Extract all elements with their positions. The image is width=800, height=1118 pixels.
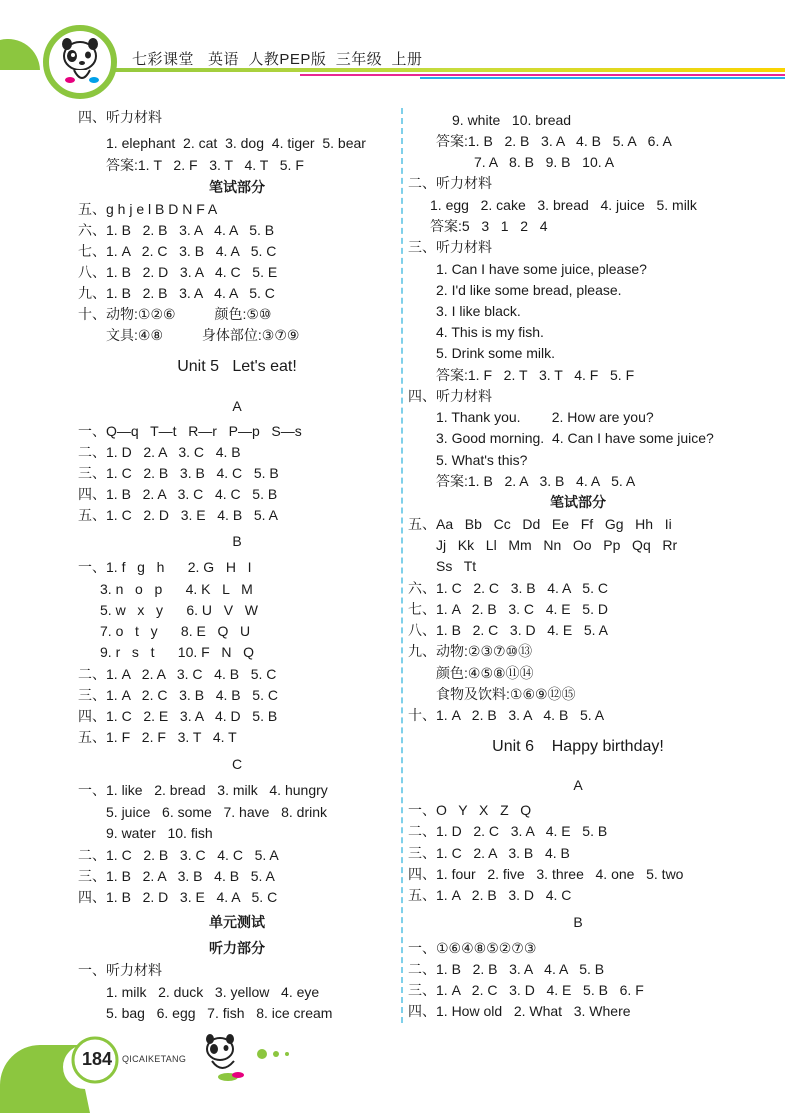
answer-line: 9. water 10. fish [106, 825, 213, 841]
panda-dog-mascot-icon [50, 30, 114, 94]
answer-line: 八、1. B 2. D 3. A 4. C 5. E [78, 264, 278, 280]
answer-line: 7. o t y 8. E Q U [100, 623, 251, 639]
header-title: 七彩课堂 英语 人教PEP版 三年级 上册 [132, 51, 423, 68]
answer-line: 1. Can I have some juice, please? [436, 261, 647, 277]
subsection-title: 听力部分 [209, 940, 265, 956]
answer-line: 答案:1. F 2. T 3. T 4. F 5. F [436, 367, 635, 383]
answer-line: 三、1. C 2. A 3. B 4. B [408, 845, 570, 861]
answer-line: 二、1. A 2. A 3. C 4. B 5. C [78, 666, 277, 682]
subsection-title: 笔试部分 [209, 179, 265, 195]
answer-line: 八、1. B 2. C 3. D 4. E 5. A [408, 622, 608, 638]
answer-line: 一、1. like 2. bread 3. milk 4. hungry [78, 782, 328, 798]
part-label: A [232, 398, 242, 414]
answer-line: 九、1. B 2. B 3. A 4. A 5. C [78, 285, 275, 301]
answer-line: 答案:1. T 2. F 3. T 4. T 5. F [106, 157, 304, 173]
answer-line: 4. This is my fish. [436, 324, 544, 340]
answer-line: 一、①⑥④⑧⑤②⑦③ [408, 940, 537, 956]
answer-line: 一、O Y X Z Q [408, 802, 532, 818]
answer-line: 五、Aa Bb Cc Dd Ee Ff Gg Hh Ii [408, 516, 672, 532]
answer-line: 十、1. A 2. B 3. A 4. B 5. A [408, 707, 605, 723]
unit-title: Unit 5 Let's eat! [177, 358, 297, 375]
answer-line: 三、1. C 2. B 3. B 4. C 5. B [78, 465, 279, 481]
answer-line: 二、1. D 2. A 3. C 4. B [78, 444, 241, 460]
answer-line: 六、1. C 2. C 3. B 4. A 5. C [408, 580, 608, 596]
answer-line: 1. milk 2. duck 3. yellow 4. eye [106, 984, 320, 1000]
answer-line: 二、1. B 2. B 3. A 4. A 5. B [408, 961, 605, 977]
answer-line: 四、1. C 2. E 3. A 4. D 5. B [78, 708, 278, 724]
answer-line: Jj Kk Ll Mm Nn Oo Pp Qq Rr [436, 537, 678, 553]
answer-line: 颜色:④⑤⑧⑪⑭ [436, 665, 534, 681]
answer-line: 五、g h j e l B D N F A [78, 201, 218, 217]
footer-decoration [0, 1025, 800, 1113]
subsection-title: 笔试部分 [550, 494, 606, 510]
answer-line: 二、1. C 2. B 3. C 4. C 5. A [78, 847, 279, 863]
answer-line: 文具:④⑧ 身体部位:③⑦⑨ [106, 327, 300, 343]
section-heading: 二、听力材料 [408, 175, 492, 191]
answer-line: 七、1. A 2. C 3. B 4. A 5. C [78, 243, 277, 259]
answer-line: 五、1. F 2. F 3. T 4. T [78, 729, 237, 745]
unit-title: Unit 6 Happy birthday! [492, 738, 664, 755]
answer-line: 一、Q—q T—t R—r P—p S—s [78, 423, 302, 439]
answer-line: 一、1. f g h 2. G H I [78, 559, 252, 575]
section-heading: 四、听力材料 [78, 109, 162, 125]
panda-dog-mascot-icon [198, 1029, 254, 1085]
answer-line: 5. What's this? [436, 452, 528, 468]
answer-line: 五、1. C 2. D 3. E 4. B 5. A [78, 507, 278, 523]
answer-line: 3. Good morning. 4. Can I have some juice? [436, 430, 714, 446]
answer-line: 1. elephant 2. cat 3. dog 4. tiger 5. bear [106, 135, 366, 151]
answer-line: 5. Drink some milk. [436, 345, 556, 361]
page-number: 184 [82, 1049, 113, 1069]
answer-line: 五、1. A 2. B 3. D 4. C [408, 887, 572, 903]
part-label: B [232, 533, 242, 549]
part-label: A [573, 777, 583, 793]
page-footer [0, 1025, 800, 1113]
answer-line: 9. r s t 10. F N Q [100, 644, 255, 660]
answer-line: 三、1. A 2. C 3. D 4. E 5. B 6. F [408, 982, 644, 998]
part-label: C [231, 756, 243, 772]
subsection-title: 单元测试 [209, 914, 265, 930]
answer-line: 答案:1. B 2. B 3. A 4. B 5. A 6. A [436, 133, 672, 149]
answer-line: 二、1. D 2. C 3. A 4. E 5. B [408, 823, 608, 839]
section-heading: 三、听力材料 [408, 239, 492, 255]
answer-line: 答案:1. B 2. A 3. B 4. A 5. A [436, 473, 636, 489]
answer-line: 三、1. B 2. A 3. B 4. B 5. A [78, 868, 275, 884]
answer-line: 1. Thank you. 2. How are you? [436, 409, 654, 425]
answer-line: 四、1. four 2. five 3. three 4. one 5. two [408, 866, 684, 882]
answer-line: 七、1. A 2. B 3. C 4. E 5. D [408, 601, 608, 617]
answer-line: 3. n o p 4. K L M [100, 581, 253, 597]
answer-line: 四、1. B 2. D 3. E 4. A 5. C [78, 889, 278, 905]
answer-line: 1. egg 2. cake 3. bread 4. juice 5. milk [430, 197, 697, 213]
answer-line: Ss Tt [436, 558, 477, 574]
brand-label: QICAIKETANG [122, 1054, 187, 1064]
answer-line: 答案:5 3 1 2 4 [430, 218, 548, 234]
answer-line: 六、1. B 2. B 3. A 4. A 5. B [78, 222, 275, 238]
part-label: B [573, 914, 583, 930]
answer-line: 9. white 10. bread [452, 112, 572, 128]
answer-line: 四、1. B 2. A 3. C 4. C 5. B [78, 486, 278, 502]
answer-line: 5. bag 6. egg 7. fish 8. ice cream [106, 1005, 333, 1021]
answer-line: 九、动物:②③⑦⑩⑬ [408, 643, 533, 659]
page-header [0, 0, 800, 110]
section-heading: 一、听力材料 [78, 962, 162, 978]
answer-line: 十、动物:①②⑥ 颜色:⑤⑩ [78, 306, 272, 322]
answer-line: 7. A 8. B 9. B 10. A [474, 154, 615, 170]
answer-line: 2. I'd like some bread, please. [436, 282, 622, 298]
answer-line: 5. w x y 6. U V W [100, 602, 258, 618]
column-divider [401, 108, 403, 1023]
answer-line: 三、1. A 2. C 3. B 4. B 5. C [78, 687, 278, 703]
section-heading: 四、听力材料 [408, 388, 492, 404]
answer-line: 食物及饮料:①⑥⑨⑫⑮ [436, 686, 576, 702]
answer-line: 5. juice 6. some 7. have 8. drink [106, 804, 327, 820]
answer-line: 3. I like black. [436, 303, 521, 319]
answer-line: 四、1. How old 2. What 3. Where [408, 1003, 631, 1019]
